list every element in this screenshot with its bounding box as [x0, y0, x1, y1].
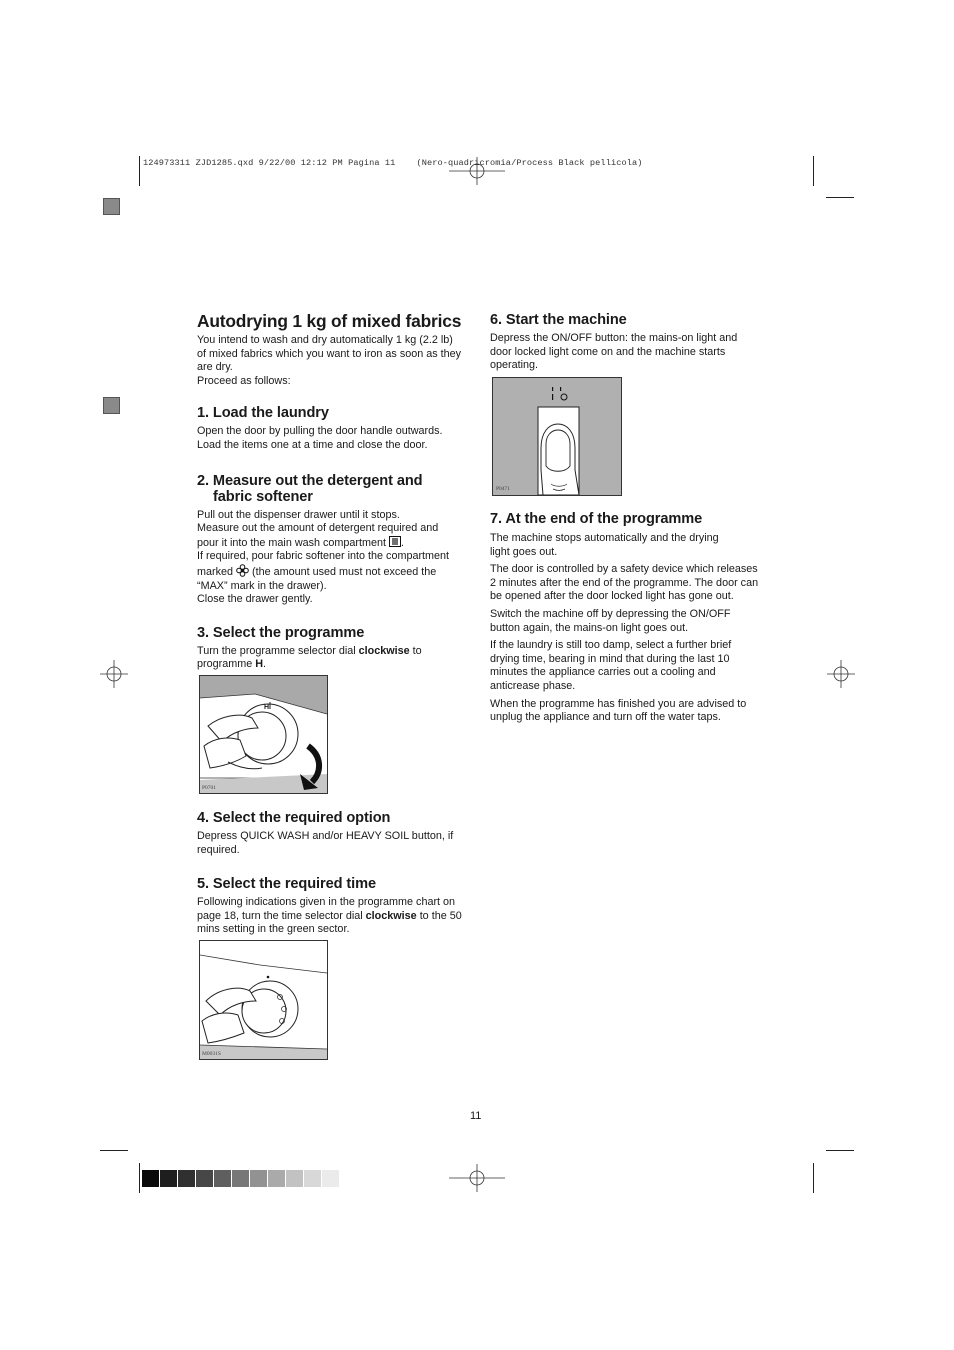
crop-mark [826, 197, 854, 198]
section-1-text: Open the door by pulling the door handle outwards. Load the items one at a time and close the door. [197, 425, 443, 451]
section-5-text [197, 896, 462, 937]
page-number: 11 [470, 1110, 482, 1122]
slug-date: 9/22/00 [258, 158, 296, 168]
registration-mark-icon [827, 660, 855, 688]
registration-mark-icon [100, 660, 128, 688]
section-6-text: Depress the ON/OFF button: the mains-on light and door locked light come on and the machine starts operating. [490, 332, 738, 372]
programme-dial-illustration [199, 675, 328, 794]
section-2-line3 [197, 550, 462, 593]
right-column [490, 312, 760, 373]
section-2-line2-text: Measure out the amount of detergent required and pour it into the main wash compartment [197, 522, 439, 549]
dial-hand-drawing [200, 676, 327, 793]
crop-mark [139, 1163, 140, 1193]
calibration-swatch [286, 1170, 303, 1187]
slug-page-label: Pagina [348, 158, 380, 168]
slug-file: 124973311 ZJD1285.qxd [143, 158, 254, 168]
section-5-bold: clockwise [365, 909, 417, 922]
section-7-p4: If the laundry is still too damp, select a further brief drying time, bearing in mind that during the last 10 minutes the appliance carries out a cooling and anticrease phase. [490, 639, 732, 692]
section-2-line3-text-a: If required, pour fabric softener into the compartment marked [197, 550, 450, 578]
section-4-text: Depress QUICK WASH and/or HEAVY SOIL button, if required. [197, 830, 454, 856]
calibration-swatch [160, 1170, 177, 1187]
section-3-end: . [263, 658, 267, 671]
section-7-p5: When the programme has finished you are advised to unplug the appliance and turn off the water taps. [490, 697, 747, 724]
section-6-title: 6. Start the machine [490, 312, 627, 328]
on-off-button-illustration [492, 377, 622, 496]
section-2-line4: Close the drawer gently. [197, 593, 313, 606]
section-5-text-a: Following indications given in the programme chart on page 18, turn the time selector dial [197, 896, 456, 922]
registration-mark-icon [449, 157, 505, 185]
crop-mark [139, 156, 140, 186]
proceed-text: Proceed as follows: [197, 374, 291, 387]
page-title: Autodrying 1 kg of mixed fabrics [197, 311, 462, 331]
crop-mark [813, 1163, 814, 1193]
section-5-title: 5. Select the required time [197, 876, 376, 893]
section-2-line1: Pull out the dispenser drawer until it stops. [197, 508, 400, 521]
fabric-softener-flower-icon [236, 564, 249, 577]
figure-code: M0031S [202, 1051, 221, 1057]
section-1-title: 1. Load the laundry [197, 405, 329, 422]
calibration-swatch [142, 1170, 159, 1187]
section-2-title-line2: fabric softener [213, 488, 313, 505]
section-7-p3: Switch the machine off by depressing the ON/OFF button again, the mains-on light goes out. [490, 607, 731, 634]
crop-mark [813, 156, 814, 186]
slug-process: (Nero-quadricromia/Process Black pellicola) [416, 158, 643, 168]
section-3-text-b: to programme [197, 644, 422, 671]
intro-text: You intend to wash and dry automatically 1 kg (2.2 lb) of mixed fabrics which you want to iron as soon as they are dry. [197, 334, 462, 374]
print-slug [143, 158, 643, 168]
section-3-bold: clockwise [358, 644, 410, 657]
calibration-swatch [268, 1170, 285, 1187]
margin-square [103, 198, 120, 215]
margin-square [103, 397, 120, 414]
section-7-title: 7. At the end of the programme [490, 511, 703, 527]
section-3-title: 3. Select the programme [197, 624, 365, 641]
calibration-swatch [178, 1170, 195, 1187]
crop-mark [100, 1150, 128, 1151]
section-7-p1: The machine stops automatically and the drying light goes out. [490, 532, 719, 558]
section-2-title-line1: 2. Measure out the detergent and [197, 472, 423, 489]
slug-page-number: 11 [384, 158, 396, 168]
section-2-line2: Measure out the amount of detergent required and pour it into the main wash compartment . [197, 522, 439, 549]
section-2-line3-text-b: (the amount used must not exceed the “MAX” mark in the drawer). [197, 565, 437, 592]
section-4-title: 4. Select the required option [197, 810, 391, 826]
main-wash-compartment-icon [389, 536, 401, 547]
calibration-swatch [214, 1170, 231, 1187]
slug-time: 12:12 PM [300, 158, 343, 168]
right-column-lower [490, 511, 760, 725]
calibration-swatch [322, 1170, 339, 1187]
time-dial-drawing [200, 941, 327, 1059]
section-3-text [197, 645, 462, 672]
time-dial-illustration [199, 940, 328, 1060]
section-3-text-a: Turn the programme selector dial [197, 644, 356, 657]
left-column [197, 310, 462, 672]
crop-mark [826, 1150, 854, 1151]
calibration-swatch [196, 1170, 213, 1187]
section-5-text-b: to the 50 mins setting in the green sector. [197, 909, 462, 936]
calibration-swatch [232, 1170, 249, 1187]
registration-mark-icon [449, 1164, 505, 1192]
section-2-title [197, 473, 462, 505]
calibration-swatch [304, 1170, 321, 1187]
figure-code: P0471 [496, 486, 511, 492]
left-column-lower [197, 810, 462, 937]
section-3-prog: H [255, 658, 264, 671]
button-press-drawing [493, 378, 621, 495]
section-7-p2: The door is controlled by a safety device which releases 2 minutes after the end of the programme. The door can be opened after the door locked light has gone out. [490, 563, 759, 603]
figure-code: P0701 [202, 785, 217, 791]
dial-mark-label: H [264, 704, 270, 711]
calibration-swatch [250, 1170, 267, 1187]
